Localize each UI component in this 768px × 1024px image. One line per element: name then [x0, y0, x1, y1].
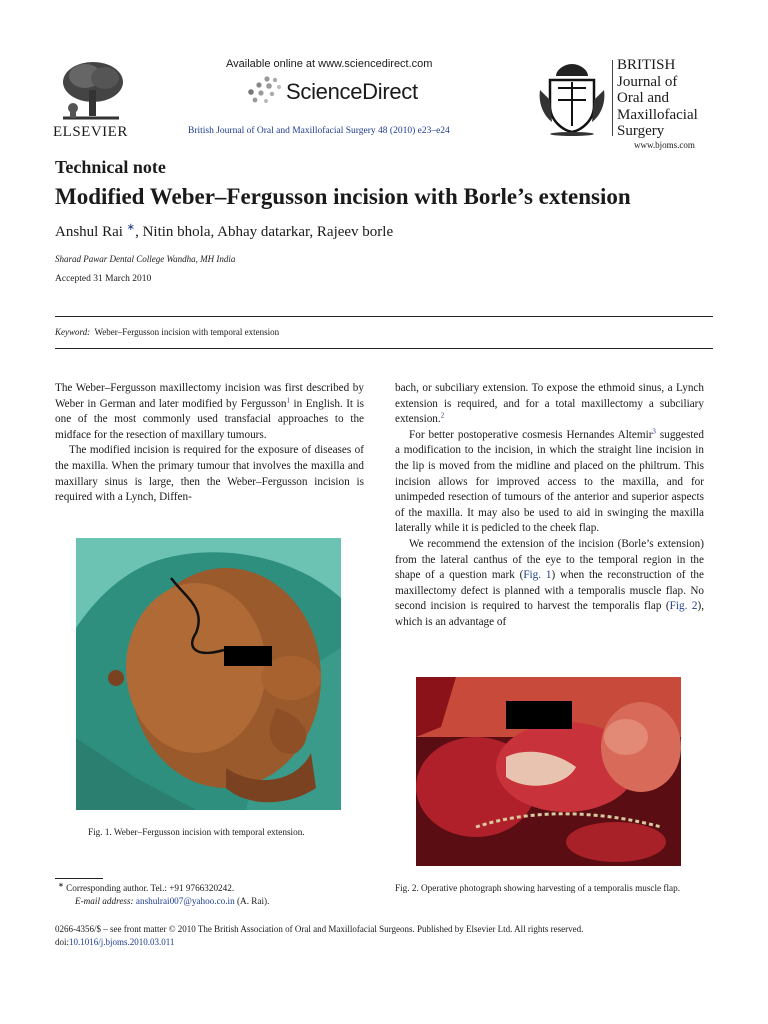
- footnote-mark: ∗: [58, 880, 64, 889]
- journal-title-line: BRITISH: [617, 57, 676, 73]
- section-type: Technical note: [55, 157, 166, 177]
- sciencedirect-wordmark: ScienceDirect: [286, 79, 418, 104]
- text: We recommend the extension of the incision (Borle’s extension) from the lateral canthus of the eye to the temporal region in the shape of a question mark (: [395, 537, 704, 582]
- journal-url[interactable]: www.bjoms.com: [634, 140, 695, 150]
- doi-label: doi:: [55, 936, 70, 947]
- divider-bottom: [55, 348, 713, 349]
- reference-link[interactable]: 2: [440, 411, 445, 420]
- bjoms-crest-icon: [536, 60, 608, 136]
- text: ) when the reconstruction of the maxillectomy defect is planned with a temporalis muscle flap. No second incision is required to harvest the temporalis flap (: [395, 569, 704, 613]
- paragraph: The modified incision is required for the exposure of diseases of the maxilla. When the primary tumour that involves the maxilla and maxillary sinus is large, then the Weber–Fergusson incision is required with a Lynch, Diffen-: [55, 444, 364, 504]
- keyword-label: Keyword:: [55, 327, 91, 337]
- footnote-line: [58, 882, 269, 895]
- paragraph: [55, 381, 364, 443]
- right-column: [395, 381, 704, 631]
- paragraph: [395, 537, 704, 631]
- figure-1-photo: [76, 538, 341, 810]
- journal-title: [617, 57, 698, 140]
- text: The Weber–Fergusson maxillectomy incision was first described by Weber in German and later modified by Fergusson: [55, 382, 364, 410]
- left-column: [55, 381, 364, 506]
- figure-1-caption: Fig. 1. Weber–Fergusson incision with temporal extension.: [88, 827, 305, 837]
- paragraph: [395, 381, 704, 428]
- reference-link[interactable]: 1: [286, 395, 291, 404]
- journal-divider: [612, 60, 613, 136]
- text: in English. It is one of the most commonly used transfacial approaches to the midface for the resection of maxillary tumours.: [55, 397, 364, 441]
- paragraph: [395, 428, 704, 537]
- divider-top: [55, 316, 713, 317]
- footnote-email-line: [58, 895, 269, 908]
- figure-1-link[interactable]: Fig. 1: [523, 569, 552, 582]
- available-online-text: Available online at www.sciencedirect.com: [226, 58, 433, 70]
- footnote-rule: [55, 878, 103, 879]
- footnote: [58, 882, 269, 907]
- accepted-date: Accepted 31 March 2010: [55, 274, 152, 284]
- text: suggested a modification to the incision, in which the straight line incision in the lip is moved from the midline and placed on the philtrum. This incision allows for improved access to the maxilla, and for unimpeded resection of tumours of the anterior and superior aspects of the maxilla. It may also be used to aid in swinging the maxilla laterally while it is pedicled to the cheek flap.: [395, 428, 704, 535]
- journal-title-line: Maxillofacial: [617, 106, 698, 123]
- copyright-line: 0266-4356/$ – see front matter © 2010 The British Association of Oral and Maxillofacial Surgeons. Published by Elsevier Ltd. All rights reserved.: [55, 924, 584, 934]
- text: Corresponding author. Tel.: +91 9766320242.: [63, 883, 235, 893]
- text: For better postoperative cosmesis Hernandes Altemir: [409, 428, 653, 441]
- keyword-value: Weber–Fergusson incision with temporal extension: [94, 327, 280, 337]
- keyword-line: [55, 327, 279, 337]
- author-footnote-mark[interactable]: ∗: [126, 222, 136, 233]
- journal-title-line: Surgery: [617, 123, 665, 139]
- journal-citation: British Journal of Oral and Maxillofacial Surgery 48 (2010) e23–e24: [188, 126, 450, 136]
- page-footer: [55, 923, 583, 948]
- figure-2-link[interactable]: Fig. 2: [669, 600, 698, 613]
- author-first: Anshul Rai: [55, 224, 123, 240]
- affiliation: Sharad Pawar Dental College Wandha, MH India: [55, 254, 236, 264]
- figure-2-caption: Fig. 2. Operative photograph showing harvesting of a temporalis muscle flap.: [395, 883, 681, 893]
- article-title: Modified Weber–Fergusson incision with Borle’s extension: [55, 184, 631, 209]
- email-label: E-mail address:: [75, 895, 134, 906]
- publisher-name: ELSEVIER: [53, 124, 128, 140]
- text: ), which is an advantage of: [395, 600, 704, 628]
- elsevier-tree-logo-icon: [55, 60, 127, 124]
- email-link[interactable]: anshulrai007@yahoo.co.in: [135, 895, 235, 906]
- journal-title-line: Journal of: [617, 73, 678, 90]
- doi-link[interactable]: 10.1016/j.bjoms.2010.03.011: [69, 936, 175, 947]
- reference-link[interactable]: 3: [652, 427, 656, 436]
- text: (A. Rai).: [234, 895, 270, 906]
- authors-rest: , Nitin bhola, Abhay datarkar, Rajeev borle: [135, 224, 394, 240]
- figure-2-photo: [416, 677, 681, 866]
- text: bach, or subciliary extension. To expose the ethmoid sinus, a Lynch extension is required, and for a total maxillectomy a subciliary extension.: [395, 382, 704, 426]
- doi-line: [55, 936, 583, 949]
- authors: [55, 224, 393, 241]
- journal-title-line: Oral and: [617, 90, 670, 106]
